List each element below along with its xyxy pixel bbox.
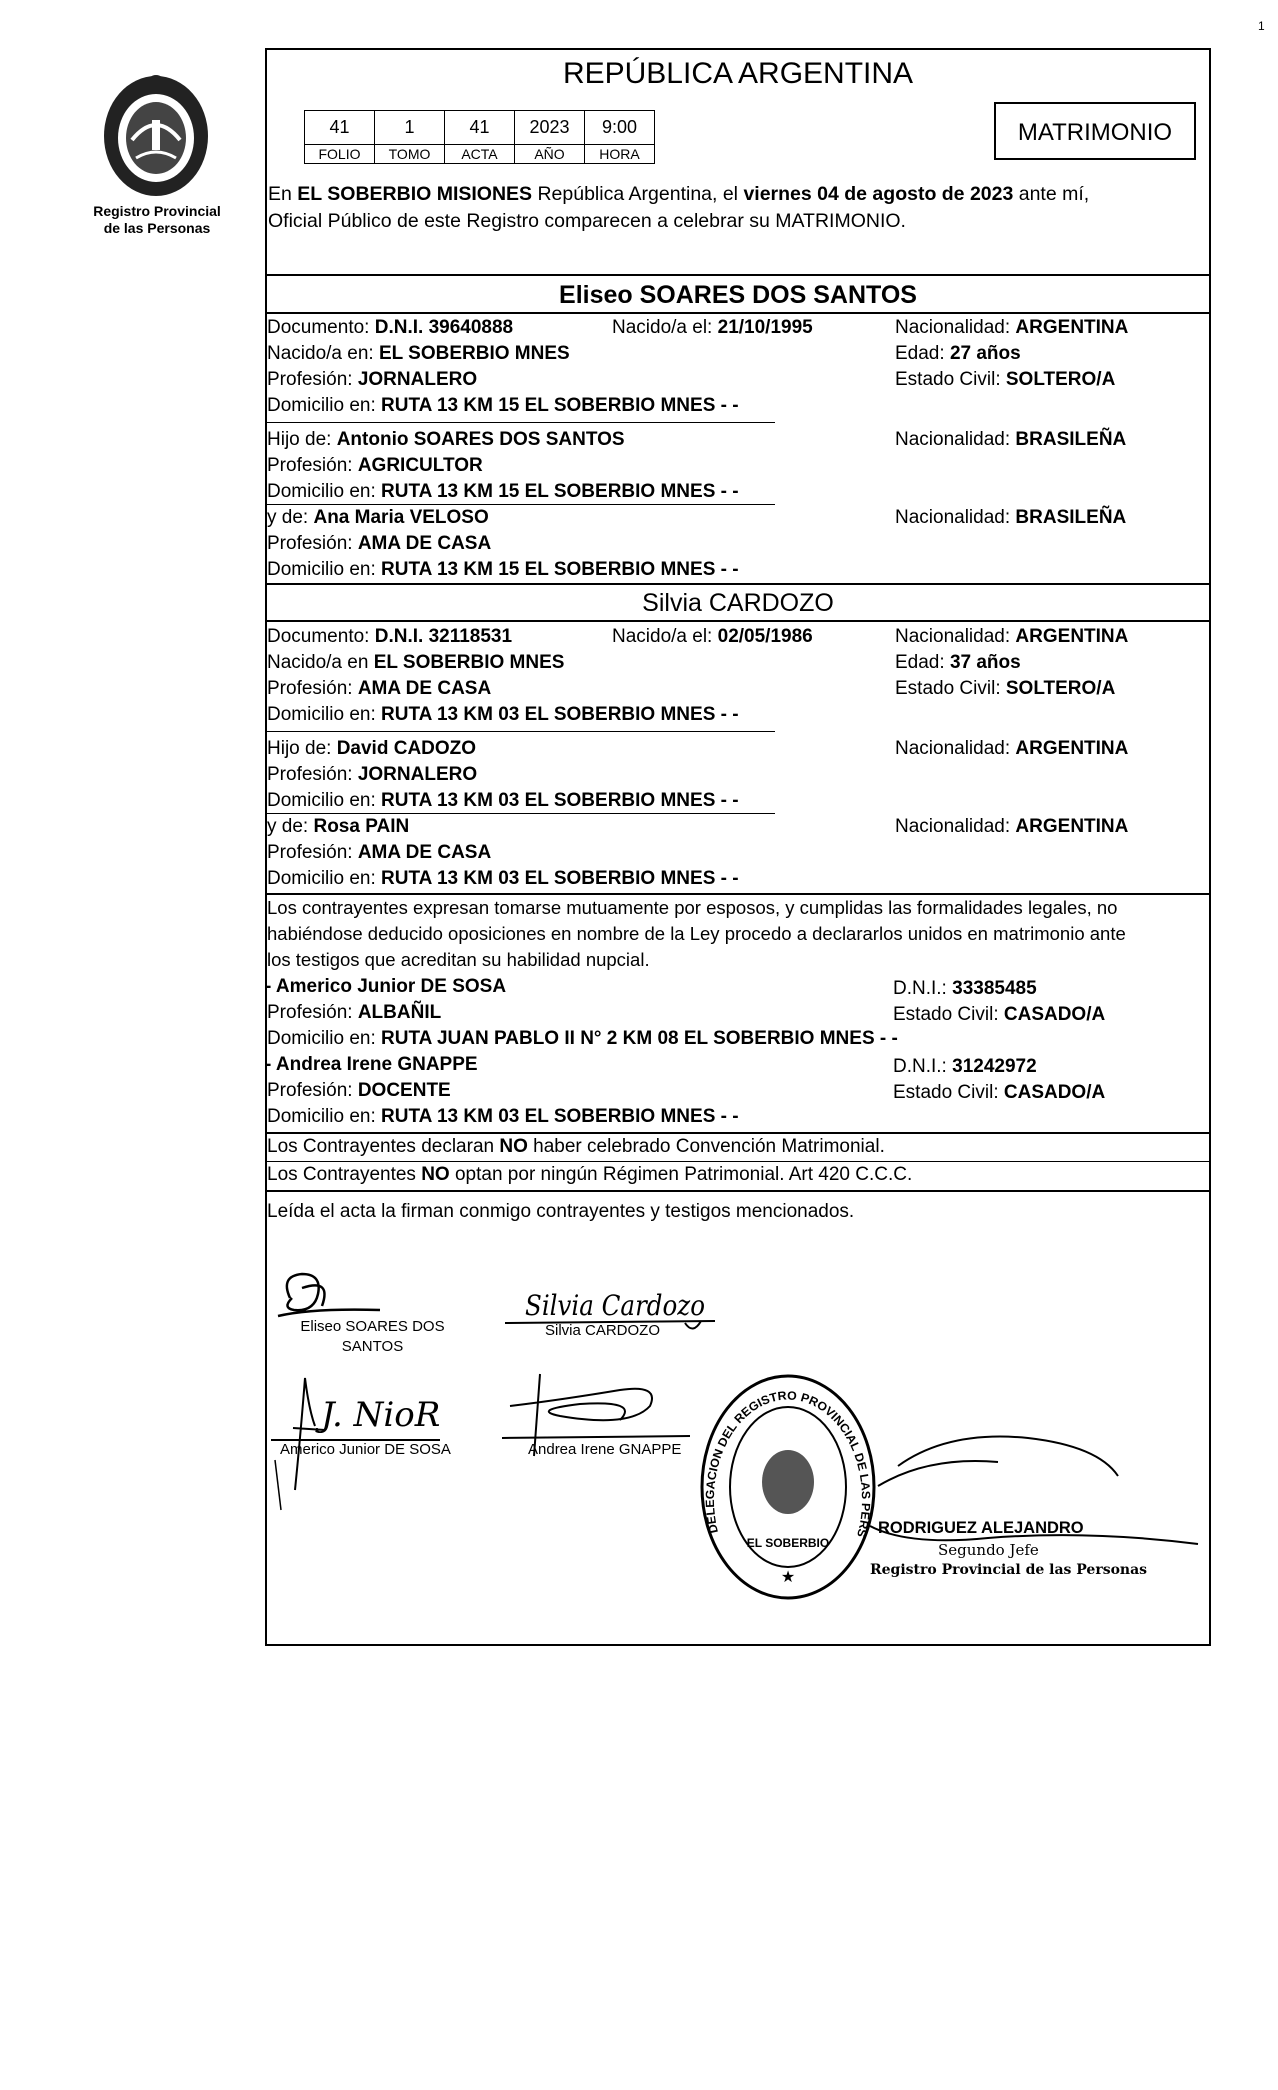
spouse2-civil-status: Estado Civil: SOLTERO/A <box>895 678 1116 699</box>
anio-value: 2023 <box>515 111 585 145</box>
spouse1-father-nationality: Nacionalidad: BRASILEÑA <box>895 429 1127 450</box>
signature-andrea-label: Andrea Irene GNAPPE <box>528 1441 682 1458</box>
spouse1-civil-status: Estado Civil: SOLTERO/A <box>895 369 1116 390</box>
spouse1-nationality: Nacionalidad: ARGENTINA <box>895 317 1129 338</box>
spouse1-father-profession: Profesión: AGRICULTOR <box>267 455 483 476</box>
witness2-name: - Andrea Irene GNAPPE <box>265 1054 478 1075</box>
witness1-profession: Profesión: ALBAÑIL <box>267 1002 442 1023</box>
spouse2-profession: Profesión: AMA DE CASA <box>267 678 492 699</box>
signature-silvia-handwriting: Silvia Cardozo <box>525 1289 705 1322</box>
corner-mark: 1 <box>1258 19 1265 33</box>
anio-label: AÑO <box>515 145 585 164</box>
acta-value: 41 <box>445 111 515 145</box>
spouse1-birthplace: Nacido/a en: EL SOBERBIO MNES <box>267 343 570 364</box>
spouse1-profession: Profesión: JORNALERO <box>267 369 478 390</box>
witness1-address: Domicilio en: RUTA JUAN PABLO II N° 2 KM 08 EL SOBERBIO MNES - - <box>267 1028 898 1049</box>
logo-label-line1: Registro Provincial <box>93 203 221 219</box>
witness2-civil-status: Estado Civil: CASADO/A <box>893 1082 1106 1103</box>
spouse2-father-profession: Profesión: JORNALERO <box>267 764 478 785</box>
folio-value: 41 <box>305 111 375 145</box>
intro-line-2: Oficial Público de este Registro comparecen a celebrar su MATRIMONIO. <box>268 210 906 232</box>
act-type-box: MATRIMONIO <box>994 102 1196 160</box>
witness1-dni: D.N.I.: 33385485 <box>893 978 1037 999</box>
regime-patrimonial: Los Contrayentes NO optan por ningún Régimen Patrimonial. Art 420 C.C.C. <box>267 1164 913 1185</box>
spouse1-birthdate: Nacido/a el: 21/10/1995 <box>612 317 813 338</box>
witness1-name: - Americo Junior DE SOSA <box>265 976 507 997</box>
spouse1-father: Hijo de: Antonio SOARES DOS SANTOS <box>267 429 625 450</box>
closing-statement: Leída el acta la firman conmigo contrayentes y testigos mencionados. <box>267 1201 855 1222</box>
signature-americo-label: Americo Junior DE SOSA <box>280 1441 451 1458</box>
spouse2-father: Hijo de: David CADOZO <box>267 738 477 759</box>
spouse1-document: Documento: D.N.I. 39640888 <box>267 317 514 338</box>
act-reference-table <box>304 110 655 164</box>
page-title: REPÚBLICA ARGENTINA <box>562 57 914 90</box>
witness1-civil-status: Estado Civil: CASADO/A <box>893 1004 1106 1025</box>
declaration-line-3: los testigos que acreditan su habilidad nupcial. <box>267 949 650 970</box>
spouse1-mother-address: Domicilio en: RUTA 13 KM 15 EL SOBERBIO MNES - - <box>267 559 739 580</box>
acta-label: ACTA <box>445 145 515 164</box>
spouse1-address: Domicilio en: RUTA 13 KM 15 EL SOBERBIO MNES - - <box>267 395 739 416</box>
tomo-value: 1 <box>375 111 445 145</box>
spouse1-mother-nationality: Nacionalidad: BRASILEÑA <box>895 507 1127 528</box>
spouse2-name-heading: Silvia CARDOZO <box>642 589 834 617</box>
witness2-address: Domicilio en: RUTA 13 KM 03 EL SOBERBIO MNES - - <box>267 1106 739 1127</box>
official-office: Registro Provincial de las Personas <box>870 1562 1148 1578</box>
logo-label-line2: de las Personas <box>103 220 211 236</box>
intro-line-1: En EL SOBERBIO MISIONES República Argentina, el viernes 04 de agosto de 2023 ante mí, <box>268 183 1090 205</box>
declaration-line-1: Los contrayentes expresan tomarse mutuamente por esposos, y cumplidas las formalidades legales, no <box>267 897 1118 918</box>
spouse2-mother-profession: Profesión: AMA DE CASA <box>267 842 492 863</box>
signature-silvia-label: Silvia CARDOZO <box>545 1322 661 1339</box>
hora-label: HORA <box>585 145 655 164</box>
spouse2-document: Documento: D.N.I. 32118531 <box>267 626 513 647</box>
spouse2-birthplace: Nacido/a en EL SOBERBIO MNES <box>267 652 565 673</box>
spouse2-father-address: Domicilio en: RUTA 13 KM 03 EL SOBERBIO MNES - - <box>267 790 739 811</box>
spouse2-address: Domicilio en: RUTA 13 KM 03 EL SOBERBIO MNES - - <box>267 704 739 725</box>
spouse1-mother: y de: Ana Maria VELOSO <box>267 507 489 528</box>
spouse1-mother-profession: Profesión: AMA DE CASA <box>267 533 492 554</box>
folio-label: FOLIO <box>305 145 375 164</box>
spouse2-mother-address: Domicilio en: RUTA 13 KM 03 EL SOBERBIO MNES - - <box>267 868 739 889</box>
svg-text:★: ★ <box>780 1569 796 1586</box>
registry-stamp <box>698 1372 878 1607</box>
spouse1-father-address: Domicilio en: RUTA 13 KM 15 EL SOBERBIO MNES - - <box>267 481 739 502</box>
spouse2-birthdate: Nacido/a el: 02/05/1986 <box>612 626 813 647</box>
signature-eliseo-label-2: SANTOS <box>341 1338 404 1355</box>
coat-of-arms-logo <box>96 70 216 200</box>
spouse2-mother: y de: Rosa PAIN <box>267 816 410 837</box>
witness2-profession: Profesión: DOCENTE <box>267 1080 451 1101</box>
spouse2-nationality: Nacionalidad: ARGENTINA <box>895 626 1129 647</box>
official-name: RODRIGUEZ ALEJANDRO <box>878 1519 1084 1537</box>
signature-eliseo-label-1: Eliseo SOARES DOS <box>300 1318 445 1335</box>
spouse1-age: Edad: 27 años <box>895 343 1021 364</box>
spouse2-father-nationality: Nacionalidad: ARGENTINA <box>895 738 1129 759</box>
regime-convention: Los Contrayentes declaran NO haber celebrado Convención Matrimonial. <box>267 1136 885 1157</box>
witness2-dni: D.N.I.: 31242972 <box>893 1056 1037 1077</box>
stamp-seal-text: DELEGACION DEL REGISTRO PROVINCIAL DE LAS PERS <box>702 1388 874 1539</box>
spouse2-age: Edad: 37 años <box>895 652 1021 673</box>
official-title: Segundo Jefe <box>938 1541 1039 1559</box>
stamp-center-text: EL SOBERBIO <box>746 1536 830 1550</box>
spouse2-mother-nationality: Nacionalidad: ARGENTINA <box>895 816 1129 837</box>
declaration-line-2: habiéndose deducido oposiciones en nombre de la Ley procedo a declararlos unidos en matrimonio ante <box>267 923 1126 944</box>
spouse1-name-heading: Eliseo SOARES DOS SANTOS <box>559 281 917 309</box>
tomo-label: TOMO <box>375 145 445 164</box>
signature-americo-handwriting: J. NioR <box>321 1395 441 1435</box>
hora-value: 9:00 <box>585 111 655 145</box>
